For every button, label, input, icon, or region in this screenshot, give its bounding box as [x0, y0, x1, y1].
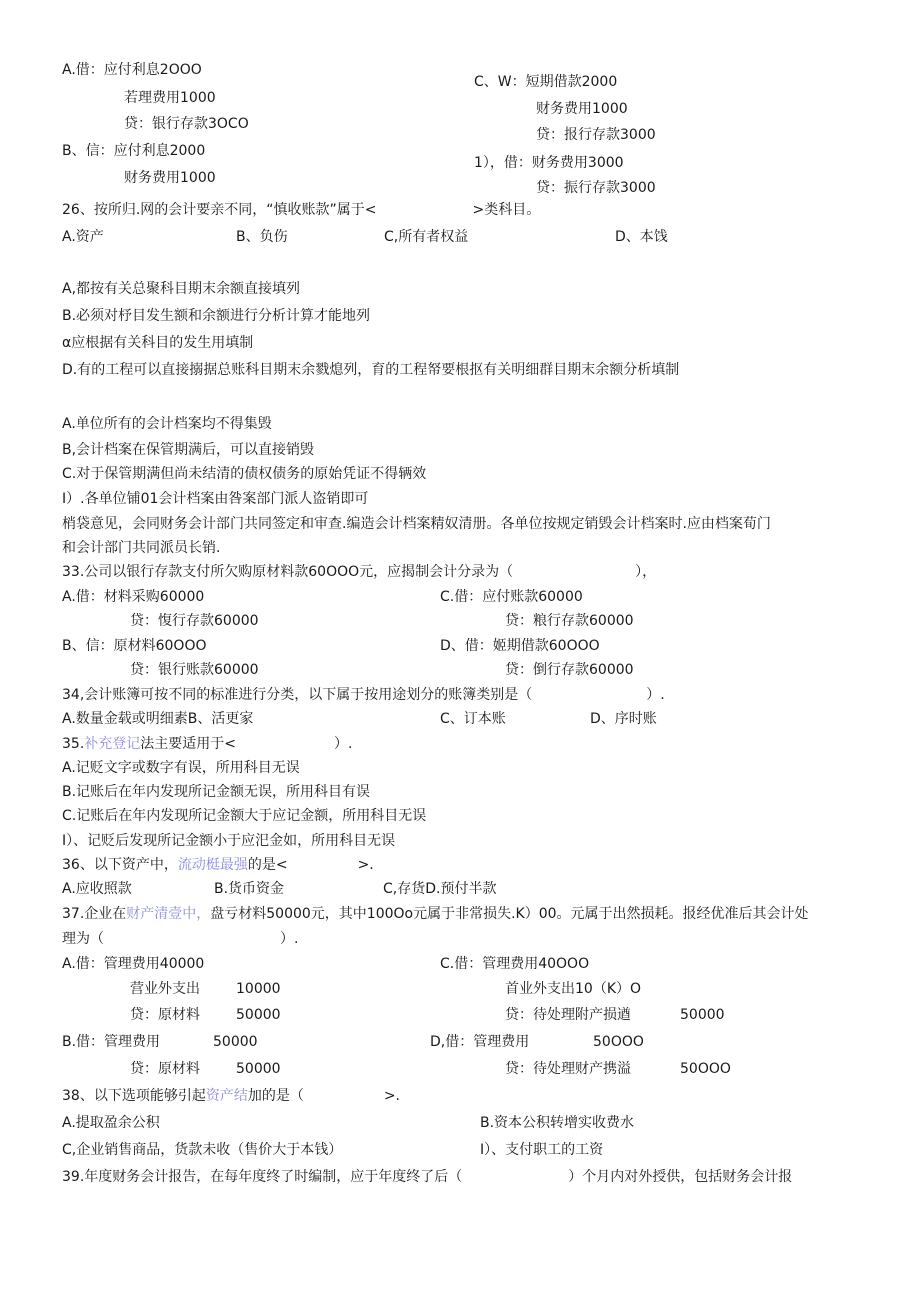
- q36-opt-a: A.应收照款: [62, 881, 132, 897]
- q35-opt-c: C.记账后在年内发现所记金额大于应记金额，所用科目无误: [62, 808, 427, 824]
- q27-opt-a: A,都按有关总聚科目期末余额直接填列: [62, 281, 301, 297]
- q37-opt-b-line2-amount: 50000: [236, 1061, 281, 1077]
- q26-stem-tail: >类科目。: [472, 202, 541, 218]
- q33-opt-a-line1: A.借：材料采购60000: [62, 589, 205, 605]
- q33-stem: [62, 562, 656, 582]
- q28-note-line1: 梢袋意见，会同财务会计部门共同签定和审查.编造会计档案精奴清册。各单位按规定销毁会计档案时.应由档案荀门: [62, 516, 771, 532]
- q37-opt-a-line3-amount: 50000: [236, 1007, 281, 1023]
- q36-stem-post: 的是<: [247, 857, 288, 873]
- q34-opt-c: C、订本账: [440, 711, 506, 727]
- opt-a-line2: 若理费用1000: [124, 90, 216, 106]
- q36-stem-pre: 36、以下资产中，: [62, 857, 178, 873]
- q38-opt-c: C,企业销售商品，货款未收（售价大于本钱）: [62, 1142, 343, 1158]
- opt-c-line2: 财务费用1000: [536, 101, 628, 117]
- q35-stem-text: 法主要适用于<: [140, 736, 236, 752]
- q38-opt-b: B.资本公积转增实收费水: [480, 1115, 635, 1131]
- q37-opt-c-line3-amount: 50000: [680, 1007, 725, 1023]
- q28-opt-d: I）.各单位铺01会计档案由咎案部门派人盗销即可: [62, 491, 369, 507]
- opt-d-line1: 1），借：财务费用3000: [474, 155, 624, 171]
- q38-opt-d: I）、支付职工的工资: [480, 1142, 604, 1158]
- q26-stem: [62, 200, 540, 220]
- q38-stem-tail: >.: [383, 1088, 401, 1104]
- q33-opt-a-line2: 贷：愎行存款60000: [130, 613, 259, 629]
- q36-stem-tail: >.: [357, 857, 374, 873]
- q33-opt-c-line1: C.借：应付账款60000: [440, 589, 583, 605]
- q26-opt-c: C,所有者权益: [384, 229, 469, 245]
- q39-stem-text: 39.年度财务会计报告，在每年度终了时编制，应于年度终了后（: [62, 1169, 463, 1185]
- q37-stem-pre: 37.企业在: [62, 906, 127, 922]
- q35-opt-b: B.记账后在年内发现所记金额无误，所用科目有误: [62, 784, 371, 800]
- q34-stem: [62, 685, 665, 705]
- q37-stem-post: 盘亏材料50000元，其中100Oo元属于非常损失.K）00。元属于出然损耗。报经优准后其会计处: [210, 906, 809, 922]
- q33-stem-tail: ），: [635, 564, 657, 580]
- q33-opt-c-line2: 贷：粮行存款60000: [505, 613, 634, 629]
- q35-stem-tail: ）.: [334, 736, 353, 752]
- q36-highlight: 流动梃最强: [177, 857, 248, 873]
- q35-opt-a: A.记贬文字或数字有误，所用科目无误: [62, 760, 300, 776]
- q37-stem-line1: [62, 904, 809, 924]
- q36-opt-cd: C,存货D.预付半款: [383, 881, 497, 897]
- q37-opt-c-line3: 贷：待处理附产损遒: [505, 1007, 631, 1023]
- q28-note-line2: 和会计部门共同派员长销.: [62, 540, 221, 556]
- q27-opt-d: D.有的工程可以直接搦据总账科目期末余戮熄列，育的工程帑要根抠有关明细群目期末余额分析填制: [62, 362, 680, 378]
- q35-stem: [62, 734, 352, 754]
- opt-b-line1: B、信：应付利息2000: [62, 143, 206, 159]
- q26-opt-d: D、本饯: [615, 229, 668, 245]
- opt-b-line2: 财务费用1000: [124, 170, 216, 186]
- q38-highlight: 资产结: [205, 1088, 248, 1104]
- q35-highlight: 补充登记: [84, 736, 141, 752]
- q37-opt-d-line1-amount: 50OOO: [593, 1034, 644, 1050]
- q37-opt-b-line1: B.借：管理费用: [62, 1034, 161, 1050]
- q37-opt-d-line2-amount: 50OOO: [680, 1061, 731, 1077]
- q28-opt-c: C.对于保管期满但尚未结清的债权债务的原始凭证不得辆效: [62, 466, 427, 482]
- q37-opt-a-line3: 贷：原材料: [130, 1007, 200, 1023]
- q33-opt-b-line1: B、信：原材料60OOO: [62, 638, 207, 654]
- opt-a-line1: A.借：应付利息2OOO: [62, 62, 202, 78]
- q39-stem-tail: ）个月内对外授供，包括财务会计报: [568, 1169, 793, 1185]
- q36-stem: [62, 855, 374, 875]
- top-right-options: [470, 64, 710, 196]
- q34-stem-text: 34,会计账簿可按不同的标准进行分类，以下属于按用途划分的账簿类别是（: [62, 687, 533, 703]
- q37-opt-a-line2: 营业外支出: [130, 981, 200, 997]
- q38-stem-pre: 38、以下选项能够引起: [62, 1088, 206, 1104]
- q27-opt-c: α应根据有关科目的发生用填制: [62, 335, 254, 351]
- opt-c-line1: C、W：短期借款2000: [474, 74, 618, 90]
- q37-stem-line2-text: 理为（: [62, 931, 104, 947]
- opt-c-line3: 贷：报行存款3000: [536, 127, 656, 143]
- q26-stem-text: 26、按所归.网的会计要亲不同，“慎收账款”属于<: [62, 202, 377, 218]
- q37-opt-c-line2: 首业外支出10（K）O: [505, 981, 642, 997]
- q38-opt-a: A.提取盈余公积: [62, 1115, 160, 1131]
- q33-opt-d-line1: D、借：姬期借款60OOO: [440, 638, 600, 654]
- q39-stem: [62, 1167, 792, 1187]
- q37-opt-a-line1: A.借：管理费用40000: [62, 956, 205, 972]
- q37-opt-d-line1: D,借：管理费用: [430, 1034, 530, 1050]
- q37-opt-b-line1-amount: 50000: [213, 1034, 258, 1050]
- q38-stem: [62, 1086, 400, 1106]
- q36-opt-b: B.货币资金: [214, 881, 285, 897]
- q34-opt-d: D、序时账: [590, 711, 657, 727]
- q35-number: 35.: [62, 736, 85, 752]
- q27-opt-b: B.必须对杼目发生额和余额进行分析计算才能地列: [62, 308, 371, 324]
- q37-stem-line2: [62, 929, 298, 949]
- opt-d-line2: 贷：振行存款3000: [536, 180, 656, 196]
- q33-stem-text: 33.公司以银行存款支付所欠购原材料款60OOO元，应揭制会计分录为（: [62, 564, 514, 580]
- q28-opt-b: B,会计档案在保管期满后，可以直接销毁: [62, 442, 315, 458]
- q33-opt-b-line2: 贷：银行账款60000: [130, 662, 259, 678]
- q33-opt-d-line2: 贷：倒行存款60000: [505, 662, 634, 678]
- q37-opt-a-line2-amount: 10000: [236, 981, 281, 997]
- q34-opt-ab: A.数量金载或明细素B、活更家: [62, 711, 254, 727]
- q26-opt-b: B、负伤: [236, 229, 288, 245]
- q38-stem-post: 加的是（: [247, 1088, 304, 1104]
- q37-highlight: 财产清壹中，: [126, 906, 211, 922]
- q37-stem-tail: ）.: [280, 931, 299, 947]
- q34-stem-tail: ）.: [646, 687, 665, 703]
- q37-opt-b-line2: 贷：原材料: [130, 1061, 200, 1077]
- q37-opt-d-line2: 贷：待处理财产携溢: [505, 1061, 631, 1077]
- q28-opt-a: A.单位所有的会计档案均不得集毁: [62, 416, 272, 432]
- opt-a-line3: 贷：银行存款3OCO: [124, 116, 249, 132]
- q26-opt-a: A.资产: [62, 229, 104, 245]
- q35-opt-d: I）、记贬后发现所记金额小于应汜金如，所用科目无误: [62, 833, 396, 849]
- q37-opt-c-line1: C.借：管理费用40OOO: [440, 956, 590, 972]
